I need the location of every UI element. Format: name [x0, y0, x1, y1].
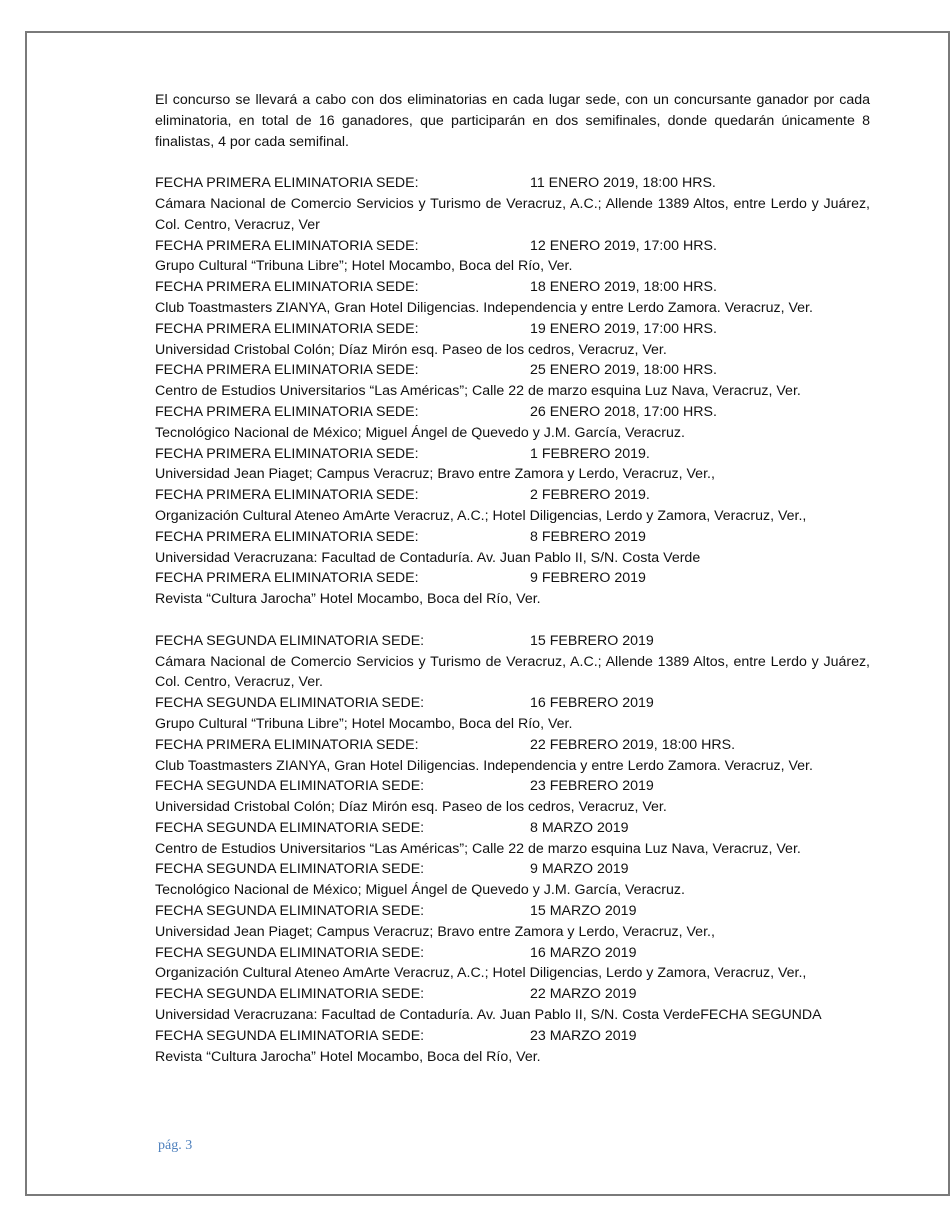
eliminatoria-header-row	[155, 818, 870, 839]
eliminatoria-date: 16 MARZO 2019	[530, 944, 637, 961]
eliminatoria-date: 11 ENERO 2019, 18:00 HRS.	[530, 175, 716, 192]
eliminatoria-venue: Universidad Cristobal Colón; Díaz Mirón esq. Paseo de los cedros, Veracruz, Ver.	[155, 799, 667, 816]
eliminatoria-label: FECHA SEGUNDA ELIMINATORIA SEDE:	[155, 944, 425, 961]
eliminatoria-entry	[155, 631, 870, 693]
eliminatoria-date: 15 FEBRERO 2019	[530, 632, 654, 649]
eliminatoria-venue: Club Toastmasters ZIANYA, Gran Hotel Diligencias. Independencia y entre Lerdo Zamora. Veracruz, Ver.	[155, 757, 813, 774]
eliminatoria-venue: Centro de Estudios Universitarios “Las Américas”; Calle 22 de marzo esquina Luz Nava, Veracruz, Ver.	[155, 383, 801, 400]
eliminatoria-entry	[155, 984, 870, 1026]
eliminatoria-entry	[155, 735, 870, 777]
eliminatoria-header-row	[155, 631, 870, 652]
eliminatoria-header-row	[155, 277, 870, 298]
eliminatoria-header-row	[155, 735, 870, 756]
eliminatoria-label: FECHA SEGUNDA ELIMINATORIA SEDE:	[155, 632, 425, 649]
eliminatoria-label: FECHA SEGUNDA ELIMINATORIA SEDE:	[155, 903, 425, 920]
eliminatoria-venue: Club Toastmasters ZIANYA, Gran Hotel Diligencias. Independencia y entre Lerdo Zamora. Veracruz, Ver.	[155, 299, 813, 316]
eliminatoria-date: 26 ENERO 2018, 17:00 HRS.	[530, 403, 717, 420]
eliminatoria-venue: Grupo Cultural “Tribuna Libre”; Hotel Mocambo, Boca del Río, Ver.	[155, 715, 573, 732]
eliminatoria-entry	[155, 402, 870, 444]
eliminatoria-venue: Universidad Veracruzana: Facultad de Contaduría. Av. Juan Pablo II, S/N. Costa Verde	[155, 549, 701, 566]
eliminatoria-entry	[155, 818, 870, 860]
eliminatoria-entry	[155, 236, 870, 278]
eliminatoria-date: 8 MARZO 2019	[530, 819, 629, 836]
eliminatoria-label: FECHA PRIMERA ELIMINATORIA SEDE:	[155, 487, 419, 504]
eliminatoria-header-row	[155, 984, 870, 1005]
eliminatoria-entry	[155, 943, 870, 985]
eliminatoria-header-row	[155, 485, 870, 506]
eliminatoria-venue: Universidad Veracruzana: Facultad de Contaduría. Av. Juan Pablo II, S/N. Costa VerdeFECHA SEGUNDA	[155, 1007, 822, 1024]
eliminatoria-label: FECHA SEGUNDA ELIMINATORIA SEDE:	[155, 986, 425, 1003]
eliminatoria-date: 1 FEBRERO 2019.	[530, 445, 650, 462]
eliminatoria-header-row	[155, 527, 870, 548]
eliminatoria-label: FECHA PRIMERA ELIMINATORIA SEDE:	[155, 570, 419, 587]
eliminatoria-date: 2 FEBRERO 2019.	[530, 487, 650, 504]
eliminatoria-venue: Universidad Cristobal Colón; Díaz Mirón esq. Paseo de los cedros, Veracruz, Ver.	[155, 341, 667, 358]
eliminatoria-date: 9 MARZO 2019	[530, 861, 629, 878]
eliminatoria-date: 18 ENERO 2019, 18:00 HRS.	[530, 279, 717, 296]
eliminatoria-venue: Revista “Cultura Jarocha” Hotel Mocambo, Boca del Río, Ver.	[155, 1048, 541, 1065]
eliminatoria-label: FECHA SEGUNDA ELIMINATORIA SEDE:	[155, 861, 425, 878]
eliminatoria-header-row	[155, 776, 870, 797]
eliminatoria-date: 22 FEBRERO 2019, 18:00 HRS.	[530, 736, 736, 753]
eliminatoria-venue: Cámara Nacional de Comercio Servicios y Turismo de Veracruz, A.C.; Allende 1389 Altos, entre Lerdo y Juárez, Col. Centro, Veracruz, Ver	[155, 195, 870, 233]
page-number: pág. 3	[158, 1138, 193, 1153]
eliminatoria-entry	[155, 173, 870, 235]
eliminatoria-label: FECHA SEGUNDA ELIMINATORIA SEDE:	[155, 1027, 425, 1044]
eliminatoria-entry	[155, 1026, 870, 1068]
eliminatoria-date: 22 MARZO 2019	[530, 986, 637, 1003]
eliminatoria-header-row	[155, 859, 870, 880]
eliminatoria-venue: Tecnológico Nacional de México; Miguel Ángel de Quevedo y J.M. García, Veracruz.	[155, 882, 685, 899]
eliminatoria-entry	[155, 776, 870, 818]
first-round-list	[155, 173, 870, 610]
eliminatoria-venue: Organización Cultural Ateneo AmArte Veracruz, A.C.; Hotel Diligencias, Lerdo y Zamora, Veracruz, Ver.,	[155, 507, 807, 524]
eliminatoria-header-row	[155, 360, 870, 381]
eliminatoria-entry	[155, 485, 870, 527]
eliminatoria-date: 12 ENERO 2019, 17:00 HRS.	[530, 237, 717, 254]
intro-paragraph: El concurso se llevará a cabo con dos eliminatorias en cada lugar sede, con un concursante ganador por cada eliminatoria, en total de 16 ganadores, que participarán en dos semifinales, donde quedarán únicamente 8 finalistas, 4 por cada semifinal.	[155, 92, 870, 150]
eliminatoria-header-row	[155, 1026, 870, 1047]
eliminatoria-entry	[155, 568, 870, 610]
eliminatoria-entry	[155, 901, 870, 943]
eliminatoria-entry	[155, 859, 870, 901]
eliminatoria-date: 8 FEBRERO 2019	[530, 528, 646, 545]
eliminatoria-entry	[155, 277, 870, 319]
eliminatoria-venue: Universidad Jean Piaget; Campus Veracruz; Bravo entre Zamora y Lerdo, Veracruz, Ver.,	[155, 466, 715, 483]
eliminatoria-date: 19 ENERO 2019, 17:00 HRS.	[530, 320, 717, 337]
eliminatoria-entry	[155, 360, 870, 402]
eliminatoria-header-row	[155, 943, 870, 964]
eliminatoria-label: FECHA PRIMERA ELIMINATORIA SEDE:	[155, 175, 419, 192]
eliminatoria-entry	[155, 444, 870, 486]
eliminatoria-date: 23 FEBRERO 2019	[530, 778, 654, 795]
eliminatoria-entry	[155, 527, 870, 569]
spacer	[155, 610, 870, 631]
eliminatoria-venue: Revista “Cultura Jarocha” Hotel Mocambo, Boca del Río, Ver.	[155, 591, 541, 608]
eliminatoria-entry	[155, 693, 870, 735]
eliminatoria-date: 25 ENERO 2019, 18:00 HRS.	[530, 362, 717, 379]
eliminatoria-label: FECHA PRIMERA ELIMINATORIA SEDE:	[155, 445, 419, 462]
eliminatoria-header-row	[155, 444, 870, 465]
eliminatoria-venue: Centro de Estudios Universitarios “Las Américas”; Calle 22 de marzo esquina Luz Nava, Veracruz, Ver.	[155, 840, 801, 857]
eliminatoria-label: FECHA PRIMERA ELIMINATORIA SEDE:	[155, 736, 419, 753]
eliminatoria-date: 16 FEBRERO 2019	[530, 695, 654, 712]
eliminatoria-label: FECHA PRIMERA ELIMINATORIA SEDE:	[155, 528, 419, 545]
eliminatoria-header-row	[155, 568, 870, 589]
eliminatoria-label: FECHA PRIMERA ELIMINATORIA SEDE:	[155, 279, 419, 296]
eliminatoria-label: FECHA SEGUNDA ELIMINATORIA SEDE:	[155, 778, 425, 795]
eliminatoria-venue: Grupo Cultural “Tribuna Libre”; Hotel Mocambo, Boca del Río, Ver.	[155, 258, 573, 275]
eliminatoria-header-row	[155, 693, 870, 714]
eliminatoria-header-row	[155, 319, 870, 340]
spacer	[155, 152, 870, 173]
document-body	[155, 90, 870, 1067]
eliminatoria-header-row	[155, 901, 870, 922]
eliminatoria-header-row	[155, 402, 870, 423]
eliminatoria-label: FECHA PRIMERA ELIMINATORIA SEDE:	[155, 320, 419, 337]
eliminatoria-header-row	[155, 236, 870, 257]
second-round-list	[155, 631, 870, 1068]
eliminatoria-label: FECHA SEGUNDA ELIMINATORIA SEDE:	[155, 819, 425, 836]
eliminatoria-venue: Tecnológico Nacional de México; Miguel Ángel de Quevedo y J.M. García, Veracruz.	[155, 424, 685, 441]
eliminatoria-date: 15 MARZO 2019	[530, 903, 637, 920]
eliminatoria-entry	[155, 319, 870, 361]
eliminatoria-venue: Universidad Jean Piaget; Campus Veracruz; Bravo entre Zamora y Lerdo, Veracruz, Ver.,	[155, 923, 715, 940]
eliminatoria-venue: Cámara Nacional de Comercio Servicios y Turismo de Veracruz, A.C.; Allende 1389 Altos, entre Lerdo y Juárez, Col. Centro, Veracruz, Ver.	[155, 653, 870, 691]
eliminatoria-label: FECHA SEGUNDA ELIMINATORIA SEDE:	[155, 695, 425, 712]
eliminatoria-label: FECHA PRIMERA ELIMINATORIA SEDE:	[155, 403, 419, 420]
eliminatoria-venue: Organización Cultural Ateneo AmArte Veracruz, A.C.; Hotel Diligencias, Lerdo y Zamora, Veracruz, Ver.,	[155, 965, 807, 982]
eliminatoria-header-row	[155, 173, 870, 194]
eliminatoria-label: FECHA PRIMERA ELIMINATORIA SEDE:	[155, 237, 419, 254]
eliminatoria-date: 9 FEBRERO 2019	[530, 570, 646, 587]
eliminatoria-date: 23 MARZO 2019	[530, 1027, 637, 1044]
eliminatoria-label: FECHA PRIMERA ELIMINATORIA SEDE:	[155, 362, 419, 379]
